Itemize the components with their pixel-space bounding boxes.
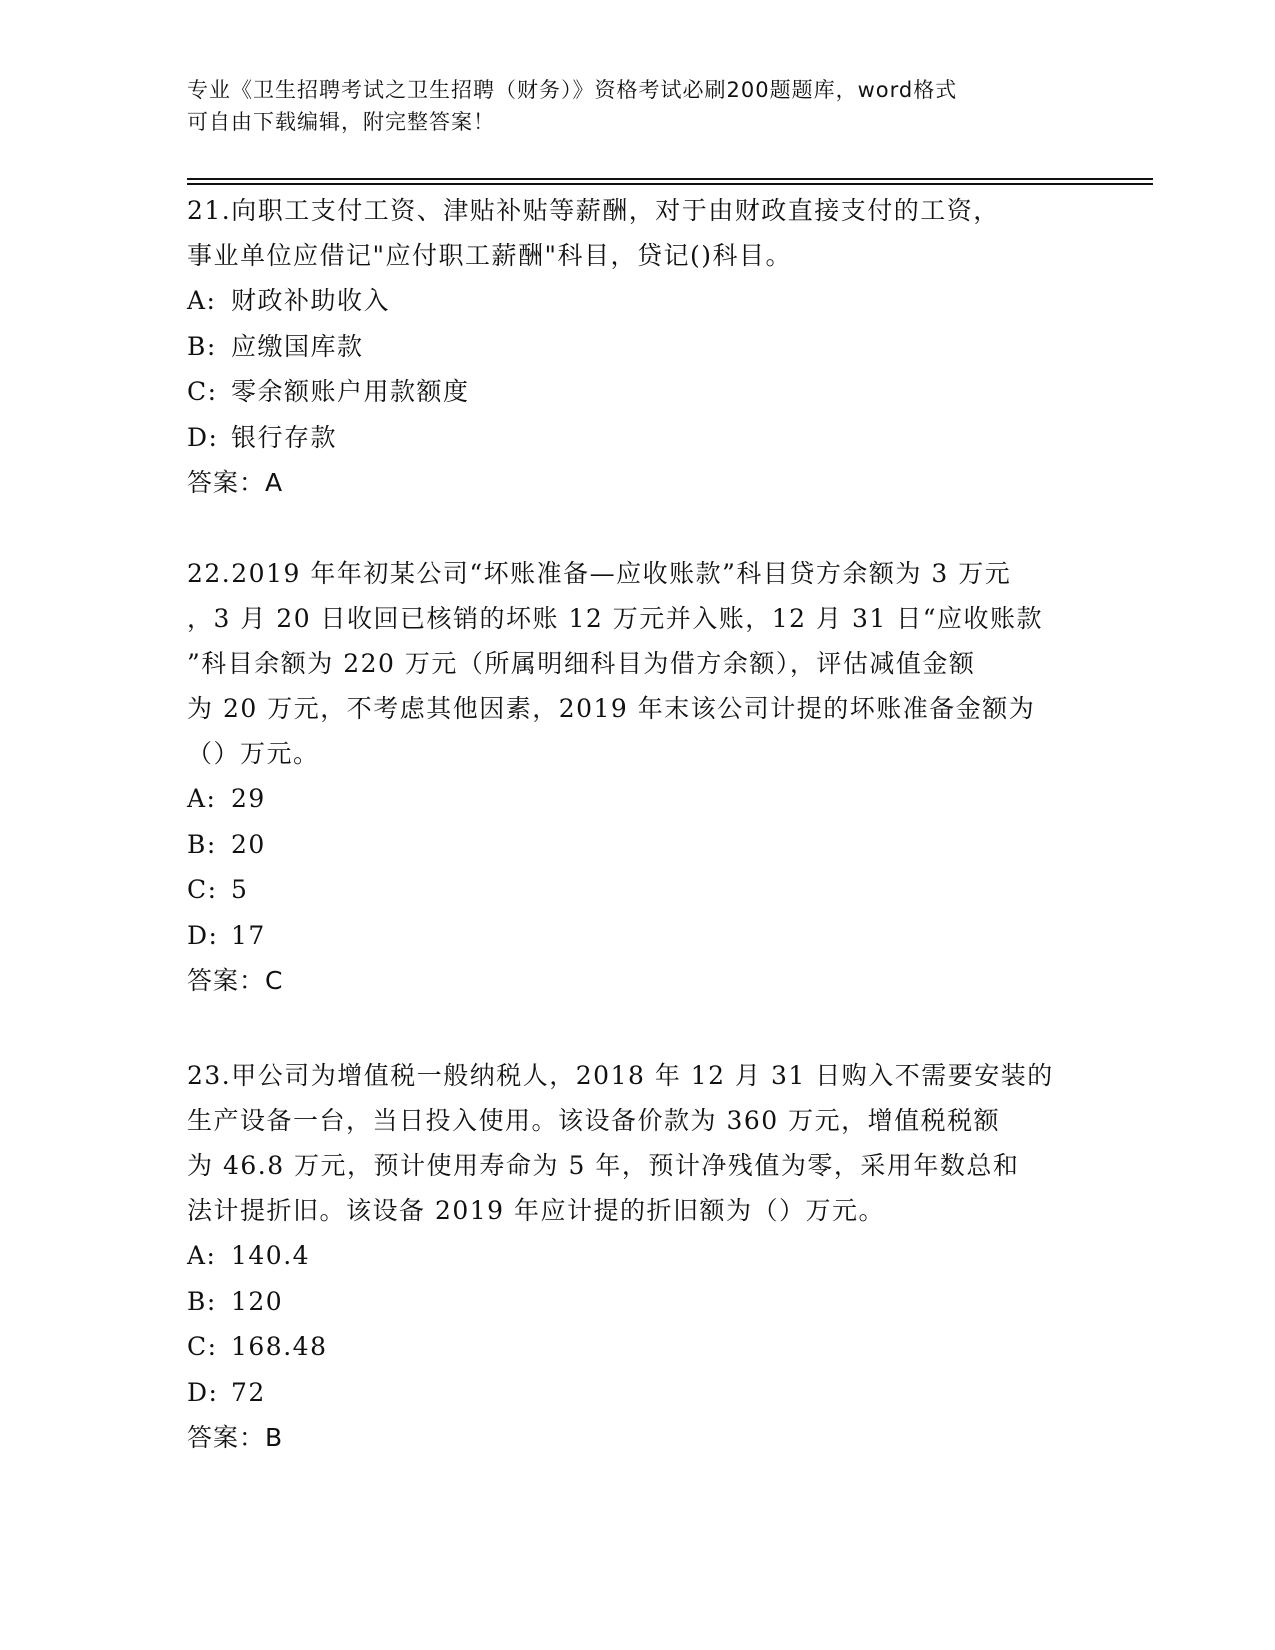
option-text: 20 [231, 829, 266, 859]
option-text: 29 [231, 784, 266, 813]
option-b [187, 1279, 1087, 1325]
option-key: A: [187, 784, 217, 813]
option-text: 72 [231, 1377, 266, 1407]
option-c [187, 867, 1087, 913]
answer-line: 答案：A [187, 468, 284, 497]
option-key: C: [187, 1332, 218, 1361]
question-line: （）万元。 [187, 739, 320, 768]
option-text: 120 [231, 1286, 284, 1316]
question-line: 22.2019 年年初某公司“坏账准备—应收账款”科目贷方余额为 3 万元 [187, 559, 1012, 588]
question-22 [187, 551, 1087, 1003]
question-line: ，3 月 20 日收回已核销的坏账 12 万元并入账，12 月 31 日“应收账款 [187, 604, 1044, 633]
question-line: ”科目余额为 220 万元（所属明细科目为借方余额），评估减值金额 [187, 649, 976, 678]
question-line: 21.向职工支付工资、津贴补贴等薪酬，对于由财政直接支付的工资， [187, 196, 1000, 225]
option-text: 5 [231, 875, 249, 904]
option-key: C: [187, 377, 218, 406]
question-text [187, 551, 1087, 776]
option-a [187, 1233, 1087, 1279]
header-divider-top [187, 178, 1153, 180]
question-line: 事业单位应借记"应付职工薪酬"科目，贷记()科目。 [187, 241, 793, 270]
answer-line: 答案：B [187, 1423, 284, 1452]
option-key: B: [187, 1286, 217, 1316]
option-b [187, 822, 1087, 868]
question-line: 为 20 万元，不考虑其他因素，2019 年末该公司计提的坏账准备金额为 [187, 694, 1036, 723]
answer-line: 答案：C [187, 966, 284, 995]
option-text: 银行存款 [231, 422, 338, 452]
option-text: 应缴国库款 [231, 331, 364, 361]
option-c [187, 369, 1087, 415]
option-text: 17 [231, 920, 266, 950]
option-a [187, 278, 1087, 324]
header-line-1: 专业《卫生招聘考试之卫生招聘（财务）》资格考试必刷200题题库，word格式 [187, 78, 958, 102]
option-c [187, 1324, 1087, 1370]
document-header [187, 74, 1067, 138]
question-text [187, 188, 1087, 278]
option-d [187, 415, 1087, 461]
option-text: 168.48 [231, 1332, 328, 1361]
option-key: D: [187, 422, 219, 452]
question-line: 为 46.8 万元，预计使用寿命为 5 年，预计净残值为零，采用年数总和 [187, 1151, 1020, 1180]
header-divider-bottom [187, 183, 1153, 185]
option-text: 零余额账户用款额度 [231, 377, 470, 406]
question-21 [187, 188, 1087, 505]
option-key: C: [187, 875, 218, 904]
option-d [187, 1370, 1087, 1416]
option-a [187, 776, 1087, 822]
option-key: D: [187, 920, 219, 950]
question-line: 法计提折旧。该设备 2019 年应计提的折旧额为（）万元。 [187, 1196, 886, 1225]
option-key: D: [187, 1377, 219, 1407]
option-d [187, 913, 1087, 959]
option-text: 140.4 [231, 1241, 311, 1270]
question-line: 生产设备一台，当日投入使用。该设备价款为 360 万元，增值税税额 [187, 1106, 1001, 1135]
question-line: 23.甲公司为增值税一般纳税人，2018 年 12 月 31 日购入不需要安装的 [187, 1061, 1054, 1090]
option-key: A: [187, 286, 217, 315]
option-text: 财政补助收入 [231, 286, 391, 315]
option-key: B: [187, 331, 217, 361]
question-text [187, 1053, 1087, 1233]
question-23 [187, 1053, 1087, 1460]
option-b [187, 324, 1087, 370]
header-line-2: 可自由下载编辑，附完整答案！ [187, 110, 495, 134]
option-key: B: [187, 829, 217, 859]
option-key: A: [187, 1241, 217, 1270]
